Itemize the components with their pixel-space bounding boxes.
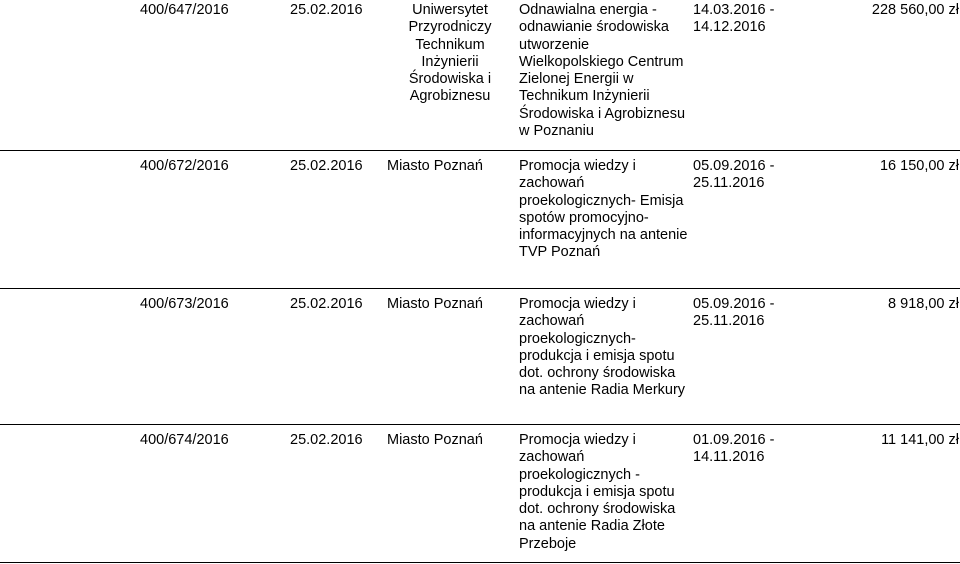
grant-amount: 16 150,00 zł [879,158,959,174]
task-period: 14.03.2016 - 14.12.2016 [693,2,775,36]
contract-date: 25.02.2016 [290,432,363,448]
grant-amount: 8 918,00 zł [888,296,959,312]
grant-amount: 11 141,00 zł [881,432,959,448]
beneficiary: Uniwersytet Przyrodniczy Technikum Inżynierii Środowiska i Agrobiznesu [408,2,492,105]
task-period: 05.09.2016 - 25.11.2016 [693,158,775,192]
contract-date: 25.02.2016 [290,296,363,312]
beneficiary: Miasto Poznań [387,296,483,312]
contract-number: 400/674/2016 [140,432,229,448]
row-divider [0,424,960,425]
task-description: Promocja wiedzy i zachowań proekologicznych - produkcja i emisja spotu dot. ochrony środowiska na antenie Radia Złote Przeboje [519,432,676,552]
row-divider [0,562,960,563]
task-period: 01.09.2016 - 14.11.2016 [693,432,775,466]
beneficiary: Miasto Poznań [387,158,483,174]
beneficiary: Miasto Poznań [387,432,483,448]
row-divider [0,288,960,289]
task-description: Promocja wiedzy i zachowań proekologicznych- Emisja spotów promocyjno-informacyjnych na antenie TVP Poznań [519,158,688,261]
row-divider [0,150,960,151]
grant-amount: 228 560,00 zł [871,2,959,18]
contract-number: 400/673/2016 [140,296,229,312]
contract-number: 400/672/2016 [140,158,229,174]
contract-number: 400/647/2016 [140,2,229,18]
contract-date: 25.02.2016 [290,158,363,174]
task-description: Promocja wiedzy i zachowań proekologicznych- produkcja i emisja spotu dot. ochrony środowiska na antenie Radia Merkury [519,296,686,399]
contract-date: 25.02.2016 [290,2,363,18]
task-period: 05.09.2016 - 25.11.2016 [693,296,775,330]
task-description: Odnawialna energia - odnawianie środowiska utworzenie Wielkopolskiego Centrum Zielonej Energii w Technikum Inżynierii Środowiska i Agrobiznesu w Poznaniu [519,2,686,140]
